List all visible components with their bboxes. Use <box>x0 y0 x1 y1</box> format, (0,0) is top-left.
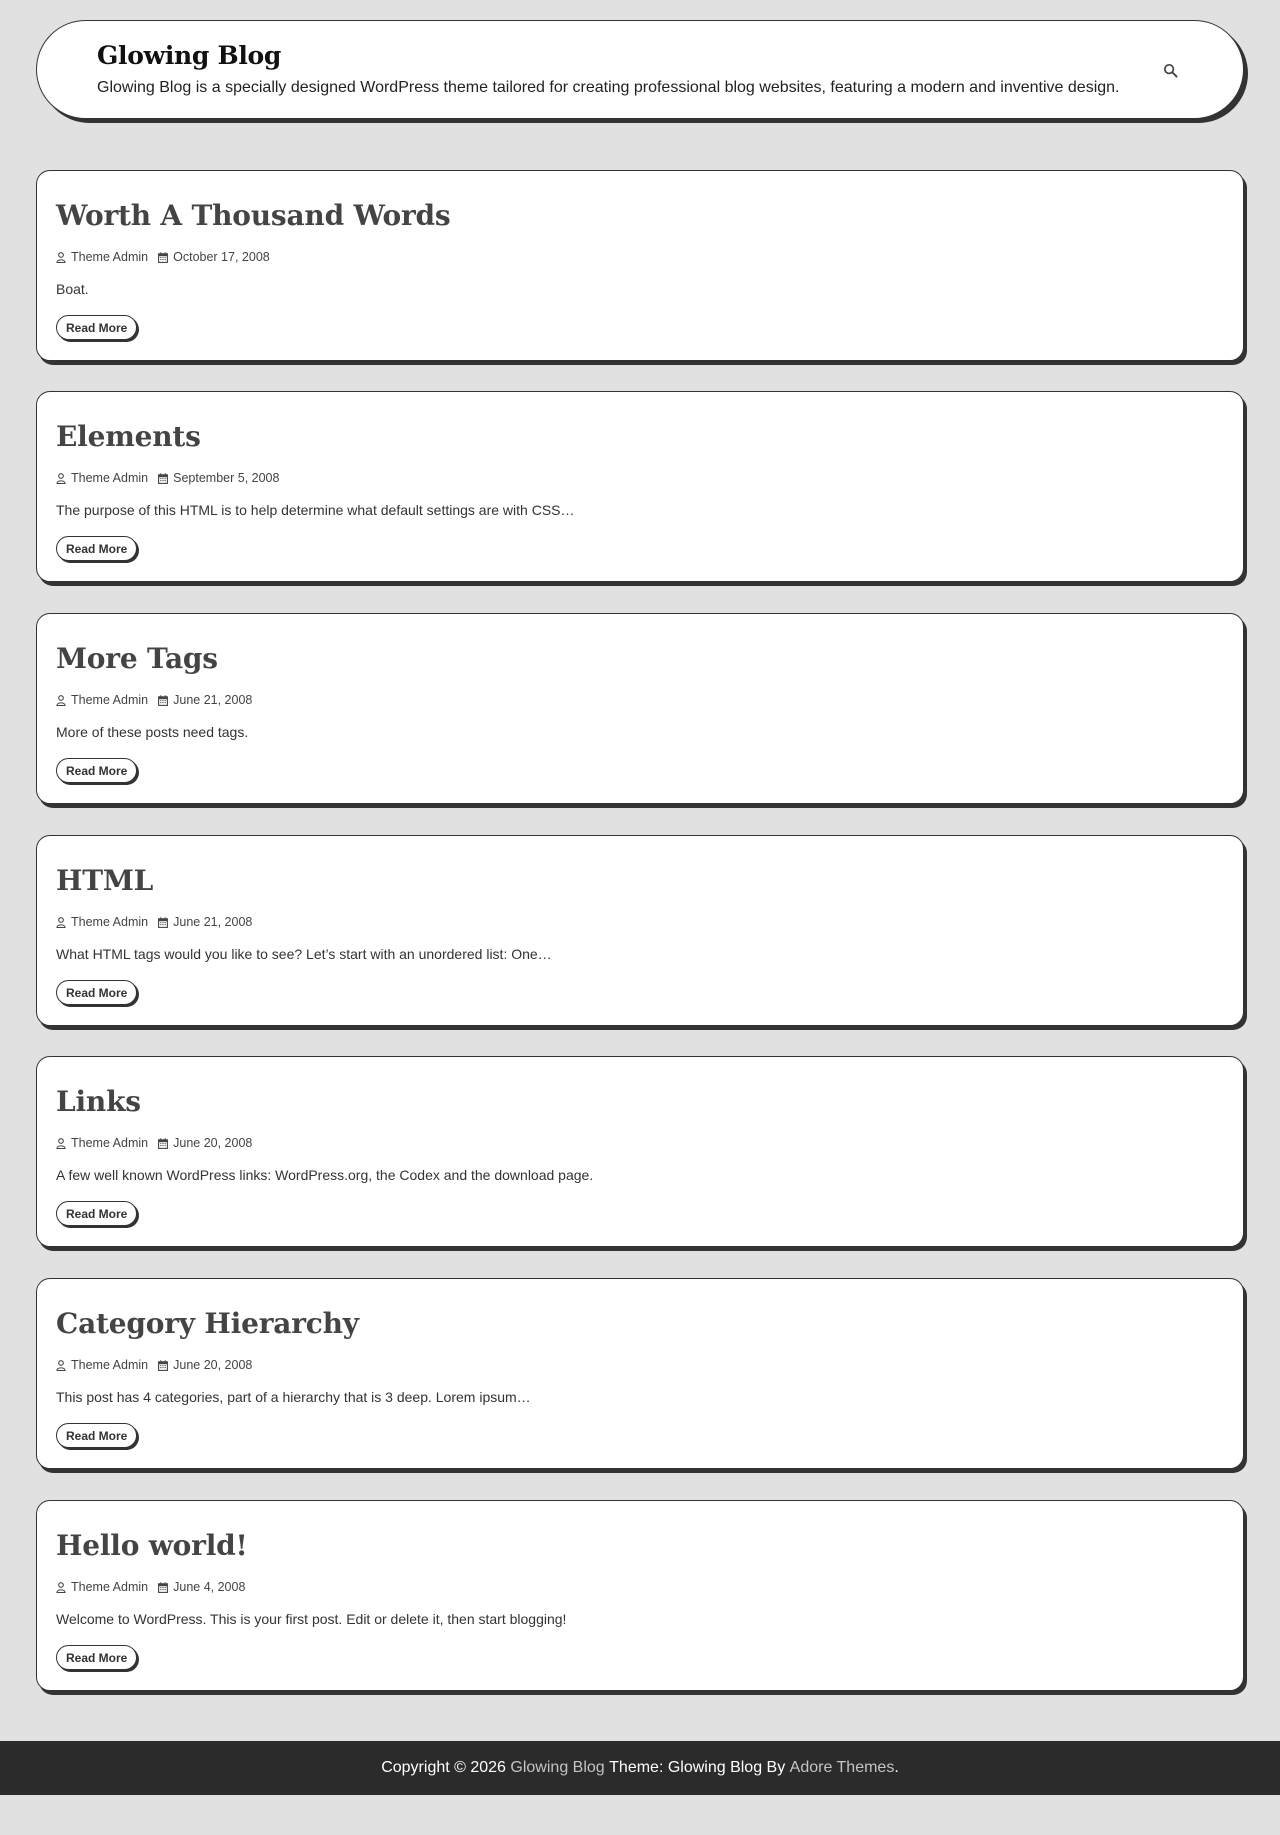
post-excerpt: This post has 4 categories, part of a hierarchy that is 3 deep. Lorem ipsum… <box>56 1389 531 1405</box>
author-name: Theme Admin <box>71 471 149 485</box>
user-icon <box>56 1138 66 1149</box>
post-title[interactable]: Hello world! <box>56 1529 248 1562</box>
post-excerpt: Boat. <box>56 281 89 297</box>
post-meta <box>56 471 289 485</box>
user-icon <box>56 695 66 706</box>
post-meta <box>56 1358 262 1372</box>
post-meta <box>56 1580 255 1594</box>
post-date[interactable] <box>158 693 252 707</box>
post-author[interactable] <box>56 250 148 264</box>
site-header <box>36 20 1244 119</box>
post-date[interactable] <box>158 250 270 264</box>
read-more-button[interactable]: Read More <box>56 1423 137 1448</box>
date-text: October 17, 2008 <box>173 250 270 264</box>
post-meta <box>56 693 262 707</box>
footer-site-link[interactable]: Glowing Blog <box>510 1759 605 1776</box>
post-excerpt: Welcome to WordPress. This is your first post. Edit or delete it, then start blogging! <box>56 1611 567 1627</box>
post-card <box>36 613 1244 804</box>
date-text: June 21, 2008 <box>173 915 253 929</box>
post-date[interactable] <box>158 1136 252 1150</box>
author-name: Theme Admin <box>71 1580 149 1594</box>
footer-author-link[interactable]: Adore Themes <box>789 1759 895 1776</box>
calendar-icon <box>158 473 168 484</box>
post-excerpt: The purpose of this HTML is to help determine what default settings are with CSS… <box>56 502 575 518</box>
post-title[interactable]: HTML <box>56 864 154 897</box>
calendar-icon <box>158 1138 168 1149</box>
post-author[interactable] <box>56 471 148 485</box>
post-card <box>36 1278 1244 1469</box>
calendar-icon <box>158 252 168 263</box>
post-author[interactable] <box>56 693 148 707</box>
post-card <box>36 1056 1244 1247</box>
post-card <box>36 835 1244 1026</box>
author-name: Theme Admin <box>71 915 149 929</box>
date-text: June 20, 2008 <box>173 1136 253 1150</box>
date-text: June 4, 2008 <box>173 1580 246 1594</box>
post-excerpt: More of these posts need tags. <box>56 724 249 740</box>
post-author[interactable] <box>56 1136 148 1150</box>
author-name: Theme Admin <box>71 250 149 264</box>
post-card <box>36 391 1244 582</box>
calendar-icon <box>158 917 168 928</box>
user-icon <box>56 252 66 263</box>
post-meta <box>56 250 280 264</box>
read-more-button[interactable]: Read More <box>56 1201 137 1226</box>
calendar-icon <box>158 1582 168 1593</box>
post-date[interactable] <box>158 915 252 929</box>
post-meta <box>56 915 262 929</box>
post-card <box>36 170 1244 361</box>
user-icon <box>56 1360 66 1371</box>
post-author[interactable] <box>56 915 148 929</box>
user-icon <box>56 473 66 484</box>
post-author[interactable] <box>56 1580 148 1594</box>
date-text: June 21, 2008 <box>173 693 253 707</box>
read-more-button[interactable]: Read More <box>56 536 137 561</box>
post-title[interactable]: Worth A Thousand Words <box>56 199 451 232</box>
read-more-button[interactable]: Read More <box>56 315 137 340</box>
post-title[interactable]: Links <box>56 1085 141 1118</box>
post-author[interactable] <box>56 1358 148 1372</box>
site-footer <box>0 1741 1280 1795</box>
read-more-button[interactable]: Read More <box>56 980 137 1005</box>
footer-suffix: . <box>894 1759 899 1776</box>
post-title[interactable]: Category Hierarchy <box>56 1307 359 1340</box>
site-tagline: Glowing Blog is a specially designed WordPress theme tailored for creating professional blog websites, featuring a modern and inventive design. <box>97 79 1120 96</box>
read-more-button[interactable]: Read More <box>56 1645 137 1670</box>
post-date[interactable] <box>158 471 279 485</box>
author-name: Theme Admin <box>71 693 149 707</box>
post-card <box>36 1500 1244 1691</box>
user-icon <box>56 917 66 928</box>
post-excerpt: What HTML tags would you like to see? Let’s start with an unordered list: One… <box>56 946 552 962</box>
post-title[interactable]: More Tags <box>56 642 218 675</box>
calendar-icon <box>158 1360 168 1371</box>
footer-copyright: Copyright © 2026 <box>381 1759 506 1776</box>
date-text: June 20, 2008 <box>173 1358 253 1372</box>
search-icon[interactable] <box>1159 59 1181 81</box>
site-title[interactable]: Glowing Blog <box>97 41 282 70</box>
post-title[interactable]: Elements <box>56 420 201 453</box>
post-date[interactable] <box>158 1580 245 1594</box>
post-meta <box>56 1136 262 1150</box>
author-name: Theme Admin <box>71 1136 149 1150</box>
author-name: Theme Admin <box>71 1358 149 1372</box>
user-icon <box>56 1582 66 1593</box>
read-more-button[interactable]: Read More <box>56 758 137 783</box>
post-excerpt: A few well known WordPress links: WordPress.org, the Codex and the download page. <box>56 1167 594 1183</box>
footer-theme-text: Theme: Glowing Blog By <box>609 1759 786 1776</box>
calendar-icon <box>158 695 168 706</box>
date-text: September 5, 2008 <box>173 471 280 485</box>
post-date[interactable] <box>158 1358 252 1372</box>
